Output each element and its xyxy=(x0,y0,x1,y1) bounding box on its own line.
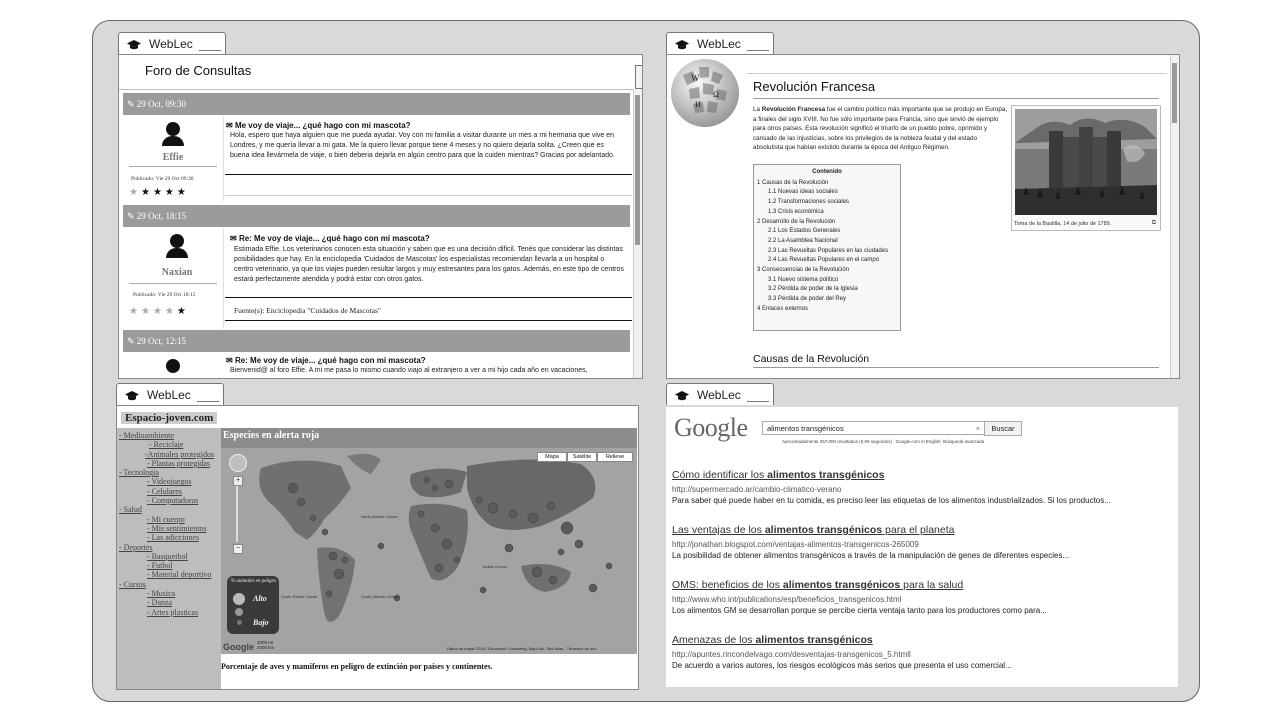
toc-item[interactable]: 2 Desarrollo de la Revolución xyxy=(757,218,836,225)
world-map-graphic xyxy=(221,448,637,654)
star-icon: ★ xyxy=(152,306,165,317)
avatar xyxy=(166,122,180,136)
terms-link[interactable]: Términos de uso xyxy=(566,646,597,651)
result-url: http://apuntes.rincondelvago.com/desventajas-transgenicos_5.htmll xyxy=(672,650,911,659)
star-icon: ★ xyxy=(164,306,177,317)
credit-text: Datos de mapa ©2011 Geocentre Consulting, MapLink, Tele Atlas - xyxy=(447,646,566,651)
graduation-cap-icon xyxy=(125,391,139,401)
result-snippet: La posibilidad de obtener alimentos transgénicos a través de la manipulación de genes de diferentes especies... xyxy=(672,551,1070,560)
published-date: Publicado: Vie 29 Oct 09:30 xyxy=(131,176,194,182)
menu-item[interactable]: - Artes plasticas xyxy=(147,607,199,617)
forum-scrollbar[interactable] xyxy=(633,89,642,378)
result-snippet: Los alimentos GM se desarrollan porque se percibe cierta ventaja tanto para los productores como para... xyxy=(672,606,1047,615)
map-site-panel xyxy=(116,405,639,690)
post-subject-text: Me voy de viaje... ¿qué hago con mi mascota? xyxy=(234,121,411,130)
post-rule xyxy=(225,174,632,175)
post-subject xyxy=(226,121,411,130)
scroll-thumb[interactable] xyxy=(635,95,640,245)
scale-km: 2000 km xyxy=(257,645,275,650)
tab-label: WebLec xyxy=(697,37,741,51)
wiki-panel xyxy=(666,54,1180,379)
search-input[interactable] xyxy=(762,421,986,435)
menu-item[interactable]: - Danza xyxy=(147,598,173,608)
envelope-icon: ✉ xyxy=(226,121,233,130)
menu-item[interactable]: - Mis sentimientos xyxy=(147,523,207,533)
star-icon: ★ xyxy=(140,306,153,317)
graduation-cap-icon xyxy=(675,40,689,50)
pencil-icon: ✎ xyxy=(127,336,135,346)
avatar xyxy=(170,234,184,248)
menu-item[interactable]: -Animales protegidos xyxy=(145,449,215,459)
username[interactable]: Effie xyxy=(162,152,184,163)
post-subject-text: Re: Me voy de viaje... ¿qué hago con mi mascota? xyxy=(238,234,430,243)
forum-panel xyxy=(118,54,643,379)
toc-item[interactable]: 3 Consecuencias de la Revolución xyxy=(757,267,850,274)
advanced-search-link[interactable]: Búsqueda avanzada xyxy=(943,439,985,444)
section-heading: Causas de la Revolución xyxy=(753,353,870,365)
column-divider xyxy=(223,229,224,329)
result-url: http://www.who.int/publications/esp/beneficios_transgenicos.html xyxy=(672,595,902,604)
tab-underline xyxy=(747,401,769,402)
post-date: 29 Oct, 09:30 xyxy=(136,99,187,109)
toc-item[interactable]: 1.1 Nuevas ideas sociales xyxy=(768,189,838,196)
title-text: OMS: beneficios de los xyxy=(672,579,783,591)
table-of-contents xyxy=(753,164,901,331)
divider xyxy=(129,283,217,284)
divider xyxy=(119,89,642,90)
scale-miles: 2000 mi xyxy=(257,640,274,645)
toc-item[interactable]: 1.2 Transformaciones sociales xyxy=(768,199,850,206)
menu-item[interactable]: - Mi cuerpo xyxy=(147,514,185,524)
title-text: para el planeta xyxy=(882,524,955,536)
post-date: 29 Oct, 18:15 xyxy=(136,211,187,221)
pan-control[interactable] xyxy=(229,454,247,472)
result-url: http://jonathan.blogspot.com/ventajas-alimentos-transgenicos-265009 xyxy=(672,540,919,549)
post-subject xyxy=(226,356,426,365)
map-type-satellite[interactable]: Satélite xyxy=(567,452,597,462)
menu-item[interactable]: - Reciclaje xyxy=(149,440,184,450)
result-url: http://supermercado.ar/cambio-climatico-verano xyxy=(672,485,842,494)
svg-text:И: И xyxy=(695,100,701,109)
svg-text:W: W xyxy=(691,73,700,83)
title-bold: alimentos transgénicos xyxy=(767,469,885,481)
toc-item[interactable]: 1 Causas de la Revolución xyxy=(757,179,829,186)
intro-text: fue el cambio político más importante que se produjo en Europa, a finales del siglo XVIII. No fue sólo importante para Francia, sino que sinvió de ejemplo para otros países. Esta revolución significó el triunfo de un pueblo pobre, oprimido y cansado de las injusticias, sobre los privilegios de la nobleza feudal y del estado absolutista que habían existido durante la época del Antiguo Régimen. xyxy=(753,106,1008,151)
toc-item[interactable]: 1.3 Crisis económica xyxy=(768,208,824,215)
toc-item[interactable]: 4 Enlaces externos xyxy=(757,305,809,312)
map-title: Especies en alerta roja xyxy=(221,428,637,448)
map-scale xyxy=(257,640,274,650)
tab-forum[interactable] xyxy=(118,32,226,54)
star-icon: ★ xyxy=(164,187,177,198)
legend-high: Alto xyxy=(253,594,267,603)
menu-item[interactable]: - Cursos xyxy=(119,579,146,589)
title-text: para la salud xyxy=(900,579,964,591)
map-legend xyxy=(227,576,279,634)
enlarge-icon[interactable]: ⧉ xyxy=(1151,220,1156,226)
zoom-in-button[interactable]: + xyxy=(233,476,243,486)
intro-bold: Revolución Francesa xyxy=(761,106,826,113)
search-button[interactable]: Buscar xyxy=(984,421,1022,436)
intro-paragraph xyxy=(753,105,1008,153)
post-subject-text: Re: Me voy de viaje... ¿qué hago con mi mascota? xyxy=(234,356,426,365)
menu-item[interactable]: - Computadoras xyxy=(147,496,199,506)
envelope-icon: ✉ xyxy=(226,356,233,365)
google-logo[interactable]: Google xyxy=(674,413,748,442)
window-frame xyxy=(92,20,1200,702)
menu-item[interactable]: - Plantas protegidas xyxy=(147,458,211,468)
graduation-cap-icon xyxy=(675,391,689,401)
google-panel xyxy=(666,407,1178,687)
tab-underline xyxy=(199,50,221,51)
legend-title: % animales en peligro xyxy=(231,579,276,584)
title-bold: alimentos transgénicos xyxy=(782,579,901,591)
star-icon: ★ xyxy=(140,187,153,198)
title-text: Amenazas de los xyxy=(672,634,756,646)
post-source: Fuente(s): Enciclopedia "Cuidados de Mascotas" xyxy=(234,306,381,315)
post-header xyxy=(123,93,630,115)
avatar-body xyxy=(166,248,188,258)
site-sidebar xyxy=(117,428,221,690)
post-header xyxy=(123,205,630,227)
toc-item[interactable]: 3.3 Pérdida de poder del Rey xyxy=(768,296,847,303)
divider xyxy=(129,166,217,167)
page-title: Revolución Francesa xyxy=(753,79,876,94)
svg-text:Ω: Ω xyxy=(713,90,719,99)
map-type-terrain[interactable]: Relieve xyxy=(597,452,633,462)
toc-item[interactable]: 2.1 Los Estados Generales xyxy=(768,228,841,235)
menu-item[interactable]: - Basquetbol xyxy=(147,551,188,561)
title-text: Cómo identificar los xyxy=(672,469,768,481)
tab-label: WebLec xyxy=(697,388,741,402)
menu-item[interactable]: - Deportes xyxy=(119,542,153,552)
menu-item[interactable]: - Tecnologia xyxy=(119,468,159,478)
result-title[interactable] xyxy=(672,469,884,481)
menu-item[interactable]: - Material deportivo xyxy=(147,570,212,580)
post-subject xyxy=(230,234,430,243)
menu-item[interactable]: - Videojuegos xyxy=(147,477,192,487)
scroll-thumb[interactable] xyxy=(1172,63,1177,123)
post-body: Bienvenid@ al foro Effie. A mi me pasa lo mismo cuando viajo al extranjero a ver a mi hijo cada año en vacaciones, xyxy=(230,367,588,374)
tab-google[interactable] xyxy=(666,383,774,405)
published-date: Publicado: Vie 29 Oct 18:15 xyxy=(133,292,196,298)
section-rule xyxy=(753,367,1159,368)
pencil-icon: ✎ xyxy=(127,211,135,221)
post-body: Hola, espero que haya alguien que me pueda ayudar. Voy con mi familia a visitar durante un mes a mi hermana que vive en Londres, y me quería llevar a mi gata. Me la quiero llevar porque tiene 4 meses y no quiero dejarla solita. ¿Creen que es buena idea llevármela de viaje, o bien deberia dejarla en algún centro para que la cuiden mientras? Gracias por adelantado. xyxy=(230,132,615,159)
star-icon: ★ xyxy=(176,187,189,198)
legend-circle-large xyxy=(233,593,245,605)
star-icon: ★ xyxy=(129,306,141,317)
bastille-painting xyxy=(1015,109,1157,215)
legend-circle-medium xyxy=(235,608,243,616)
toc-item[interactable]: 3.2 Pérdida de poder de la Iglesia xyxy=(768,286,858,293)
divider xyxy=(225,195,632,196)
wikipedia-globe-logo xyxy=(669,57,741,129)
sidebar-menu xyxy=(119,431,214,617)
tab-underline xyxy=(747,50,769,51)
legend-low: Bajo xyxy=(253,618,269,627)
toc-item[interactable]: 2.4 Las Revueltas Populares en el campo xyxy=(768,257,880,264)
title-rule xyxy=(753,98,1159,99)
google-mark: Google xyxy=(223,642,254,652)
title-bold: alimentos transgénicos xyxy=(755,634,873,646)
toc-item[interactable]: 2.2 La Asamblea Nacional xyxy=(768,237,838,244)
image-caption: Toma de la Bastilla, 14 de julio de 1789. xyxy=(1014,221,1112,227)
pencil-icon: ✎ xyxy=(127,99,135,109)
menu-item[interactable]: - Futbol xyxy=(147,561,173,571)
toc-item[interactable]: 2.3 Las Revueltas Populares en las ciudades xyxy=(768,247,889,254)
divider xyxy=(747,73,1167,74)
ocean-label: South Pacific Ocean xyxy=(281,594,318,599)
menu-item[interactable]: - Celulares xyxy=(147,486,182,496)
graduation-cap-icon xyxy=(127,40,141,50)
envelope-icon: ✉ xyxy=(230,234,237,243)
post-rule xyxy=(225,320,632,321)
intro-text: La xyxy=(753,106,762,113)
map-caption: Porcentaje de aves y mamiferos en peligro de extinción por países y continentes. xyxy=(221,662,493,671)
wiki-scrollbar[interactable] xyxy=(1170,55,1179,378)
star-icon: ★ xyxy=(152,187,165,198)
star-rating xyxy=(129,306,189,317)
column-divider xyxy=(223,117,224,201)
english-link[interactable]: Google.com in English xyxy=(895,439,941,444)
ocean-label: Indian Ocean xyxy=(483,564,507,569)
result-snippet: De acuerdo a varios autores, los riesgos ecológicos más serios que presenta el uso comercial... xyxy=(672,661,1012,670)
stats-text: Aproximadamente 257.000 resultados (0,09 segundos) xyxy=(782,439,892,444)
result-title[interactable] xyxy=(672,634,873,646)
post-body: Estimada Effie. Los veterinarios conocen esta situación y saben que es una decisión dificil. Tenés que considerar las distintas posibilidades que hay. En la enciclopedia 'Cuidados de Mascotas' los especialistas recomiendan llevarla a un hospital o centro veterinario, ya que los viajes pueden resultar largos y muy estresantes para los gatos. Además, en este tipo de centros estará perfectamente atendida y podrá estar con otros gatos. xyxy=(234,246,624,283)
post-rule xyxy=(225,297,632,298)
tab-wiki[interactable] xyxy=(666,32,774,54)
tab-underline xyxy=(197,401,219,402)
tab-label: WebLec xyxy=(147,388,191,402)
zoom-slider[interactable] xyxy=(236,486,238,542)
result-snippet: Para saber qué puede haber en tu comida, es preciso leer las etiquetas de los alimentos industrializados. Si los productos... xyxy=(672,496,1111,505)
toc-title: Contenido xyxy=(812,169,842,175)
post-date: 29 Oct, 12:15 xyxy=(136,336,187,346)
star-rating xyxy=(129,187,189,198)
result-title[interactable] xyxy=(672,579,963,591)
menu-item[interactable]: - Salud xyxy=(119,505,142,515)
legend-circle-small xyxy=(237,620,242,625)
forum-title: Foro de Consultas xyxy=(145,63,252,78)
post-header xyxy=(123,330,630,352)
title-bold: alimentos transgénicos xyxy=(764,524,883,536)
zoom-out-button[interactable]: − xyxy=(233,544,243,554)
star-icon: ★ xyxy=(129,187,141,198)
tab-label: WebLec xyxy=(149,37,193,51)
result-stats xyxy=(782,439,984,444)
search-query: alimentos transgénicos xyxy=(767,424,844,433)
map-type-map[interactable]: Mapa xyxy=(537,452,567,462)
toc-item[interactable]: 3.1 Nuevo sistema político xyxy=(768,276,839,283)
avatar-body xyxy=(162,136,184,146)
avatar xyxy=(166,359,180,373)
menu-item[interactable]: - Medioambiente xyxy=(119,431,174,440)
ocean-label: South Atlantic Ocean xyxy=(361,594,399,599)
clear-icon[interactable]: × xyxy=(975,424,980,433)
username[interactable]: Naxian xyxy=(161,267,193,278)
title-text: Las ventajas de los xyxy=(672,524,765,536)
ocean-label: North Atlantic Ocean xyxy=(361,514,398,519)
menu-item[interactable]: - Las adicciones xyxy=(147,533,199,543)
forum-scroll-button[interactable] xyxy=(635,65,643,89)
tab-map[interactable] xyxy=(116,383,224,405)
site-name[interactable]: Espacio-joven.com xyxy=(121,412,217,424)
map-credit xyxy=(447,646,597,651)
world-map[interactable] xyxy=(221,448,637,654)
star-icon: ★ xyxy=(176,306,189,317)
image-thumbnail[interactable] xyxy=(1011,105,1161,231)
result-title[interactable] xyxy=(672,524,955,536)
menu-item[interactable]: - Musica xyxy=(147,589,176,599)
